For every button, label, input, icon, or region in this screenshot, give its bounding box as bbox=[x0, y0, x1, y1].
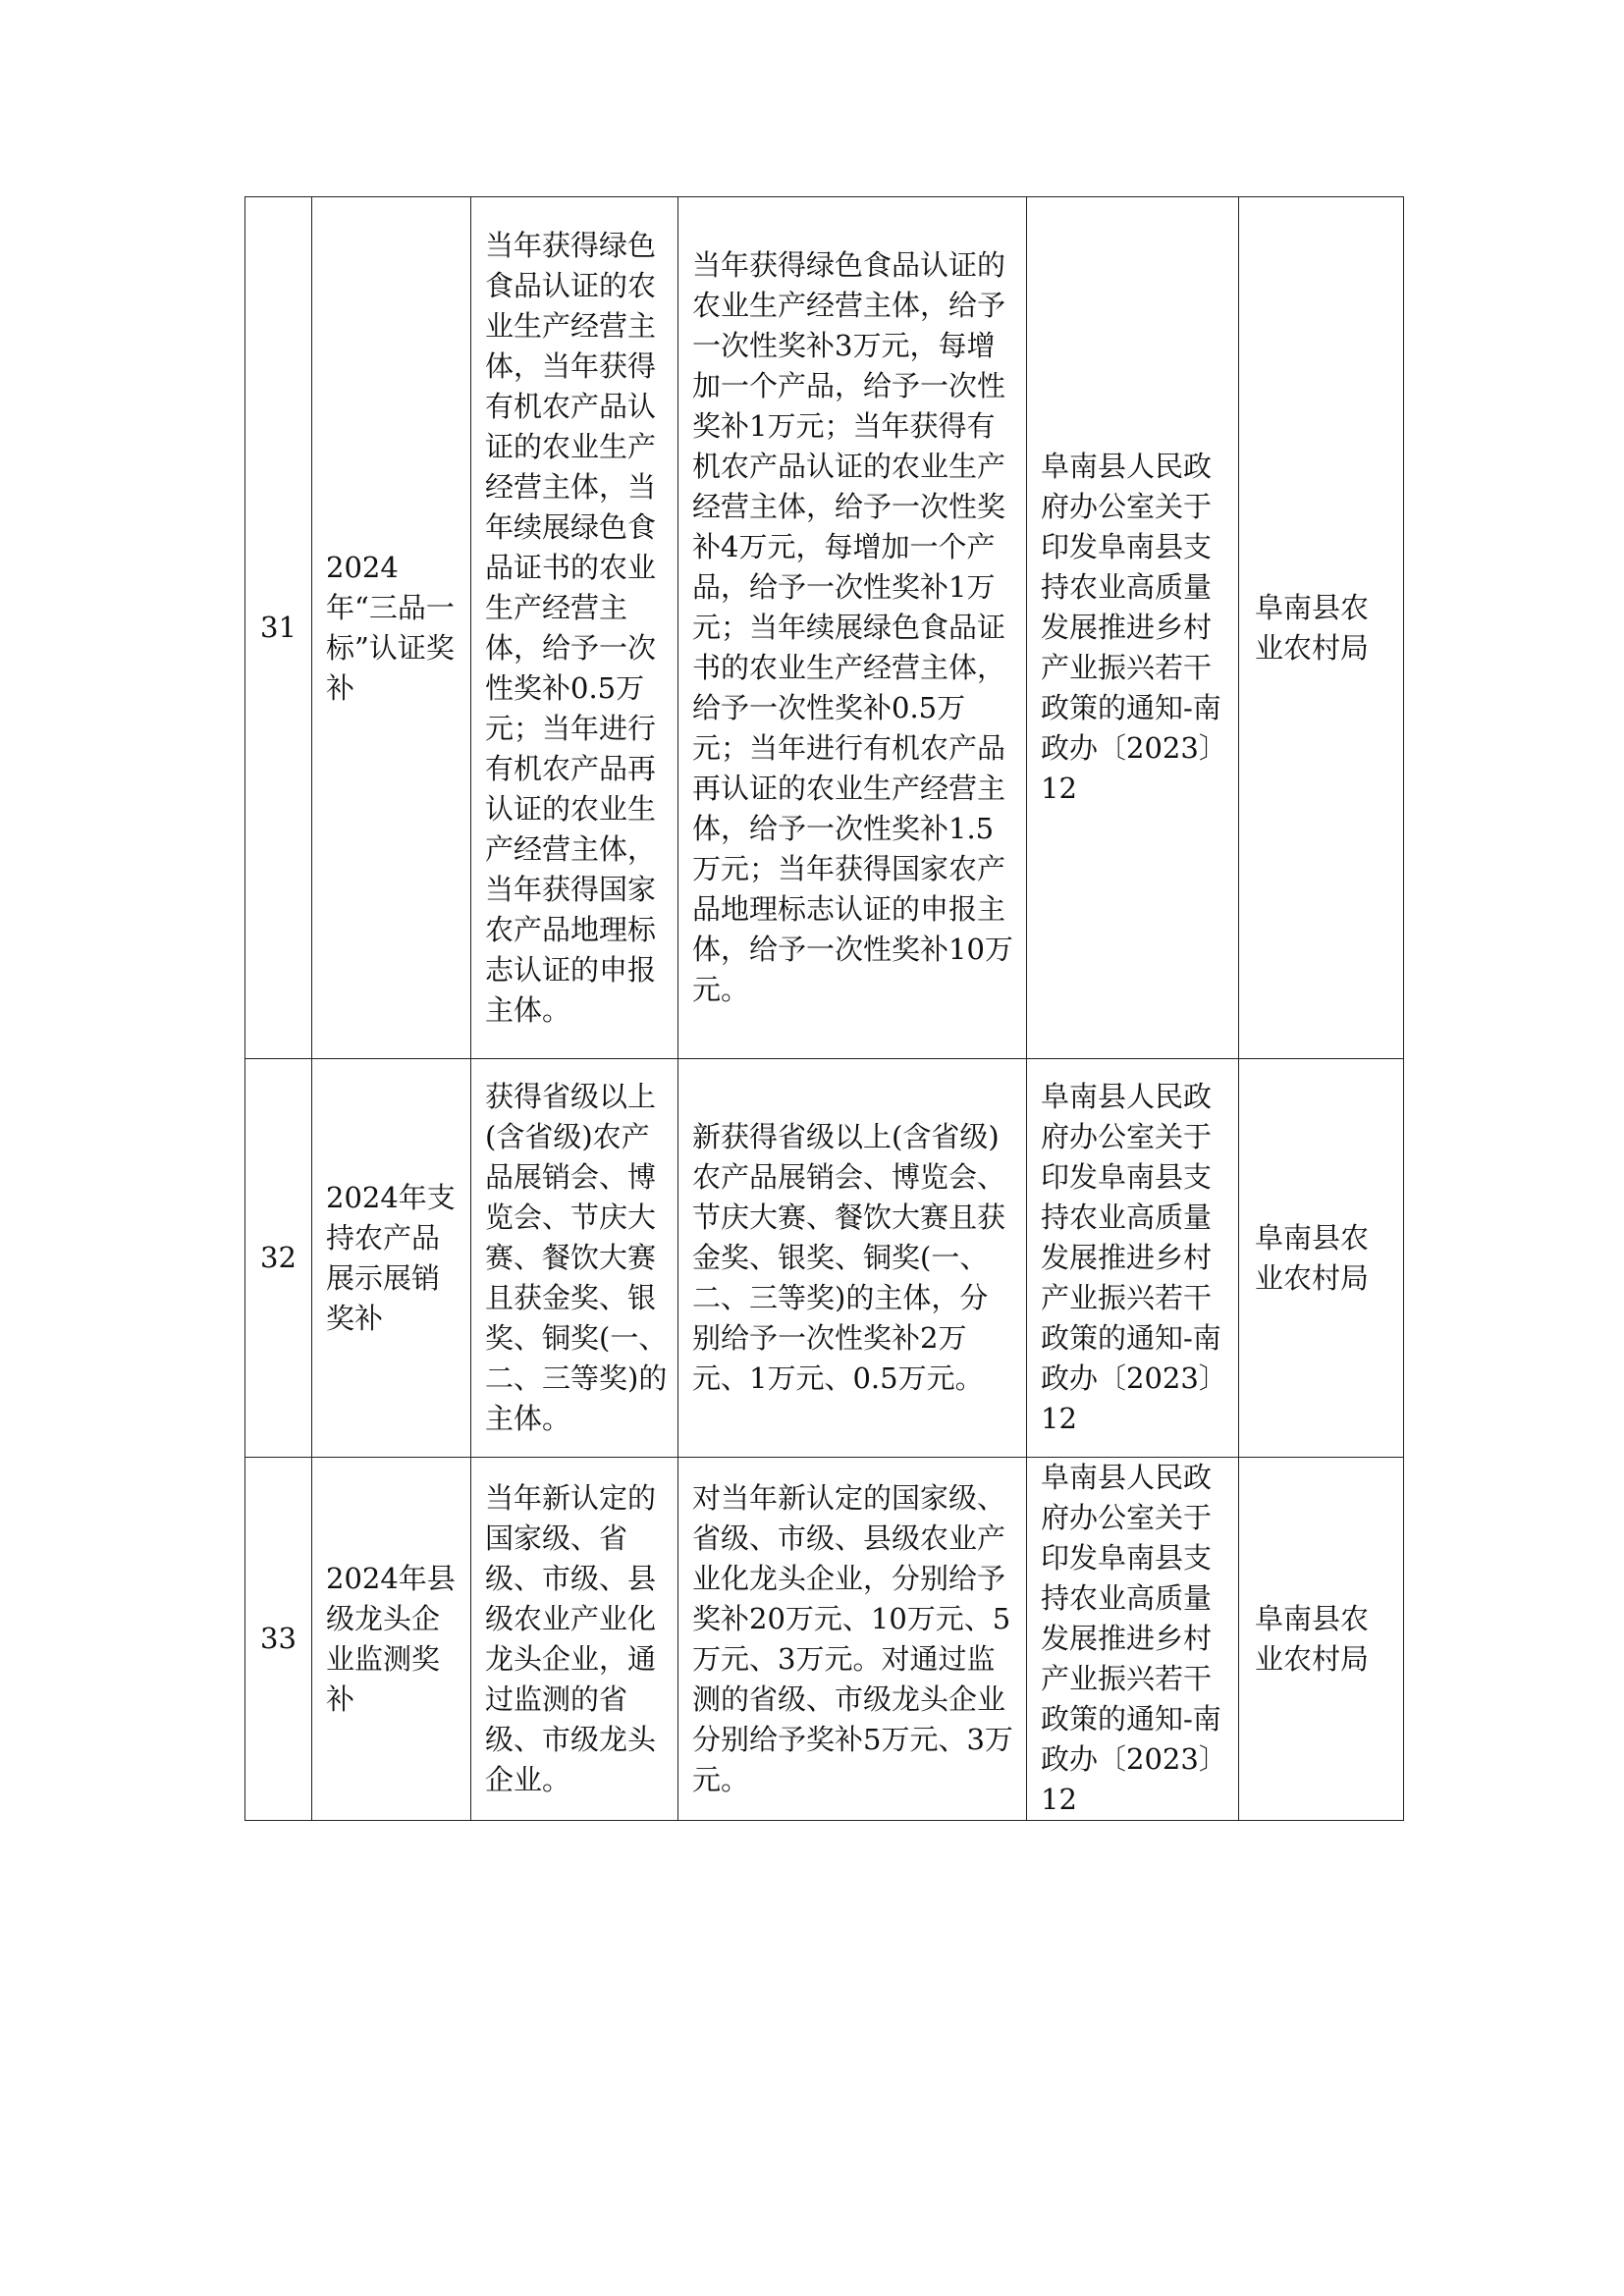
table-row bbox=[245, 197, 1404, 1059]
policy-department: 阜南县农业农村局 bbox=[1239, 1059, 1404, 1458]
policy-name: 2024年县级龙头企业监测奖补 bbox=[312, 1458, 471, 1821]
row-number: 32 bbox=[245, 1059, 312, 1458]
policy-conditions: 获得省级以上(含省级)农产品展销会、博览会、节庆大赛、餐饮大赛且获金奖、银奖、铜奖(一、二、三等奖)的主体。 bbox=[471, 1059, 678, 1458]
row-number: 31 bbox=[245, 197, 312, 1059]
policy-standard: 新获得省级以上(含省级)农产品展销会、博览会、节庆大赛、餐饮大赛且获金奖、银奖、铜奖(一、二、三等奖)的主体，分别给予一次性奖补2万元、1万元、0.5万元。 bbox=[678, 1059, 1027, 1458]
policy-department: 阜南县农业农村局 bbox=[1239, 197, 1404, 1059]
policy-table bbox=[244, 196, 1404, 1821]
policy-basis: 阜南县人民政府办公室关于印发阜南县支持农业高质量发展推进乡村产业振兴若干政策的通知-南政办〔2023〕12 bbox=[1027, 197, 1239, 1059]
table-row bbox=[245, 1059, 1404, 1458]
policy-name: 2024年支持农产品展示展销奖补 bbox=[312, 1059, 471, 1458]
policy-conditions: 当年新认定的国家级、省级、市级、县级农业产业化龙头企业，通过监测的省级、市级龙头企业。 bbox=[471, 1458, 678, 1821]
table-row bbox=[245, 1458, 1404, 1821]
policy-standard: 对当年新认定的国家级、省级、市级、县级农业产业化龙头企业，分别给予奖补20万元、10万元、5万元、3万元。对通过监测的省级、市级龙头企业分别给予奖补5万元、3万元。 bbox=[678, 1458, 1027, 1821]
row-number: 33 bbox=[245, 1458, 312, 1821]
policy-basis: 阜南县人民政府办公室关于印发阜南县支持农业高质量发展推进乡村产业振兴若干政策的通知-南政办〔2023〕12 bbox=[1027, 1458, 1239, 1821]
policy-standard: 当年获得绿色食品认证的农业生产经营主体，给予一次性奖补3万元，每增加一个产品，给予一次性奖补1万元；当年获得有机农产品认证的农业生产经营主体，给予一次性奖补4万元，每增加一个产品，给予一次性奖补1万元；当年续展绿色食品证书的农业生产经营主体，给予一次性奖补0.5万元；当年进行有机农产品再认证的农业生产经营主体，给予一次性奖补1.5万元；当年获得国家农产品地理标志认证的申报主体，给予一次性奖补10万元。 bbox=[678, 197, 1027, 1059]
policy-department: 阜南县农业农村局 bbox=[1239, 1458, 1404, 1821]
policy-name: 2024年“三品一标”认证奖补 bbox=[312, 197, 471, 1059]
policy-conditions: 当年获得绿色食品认证的农业生产经营主体，当年获得有机农产品认证的农业生产经营主体，当年续展绿色食品证书的农业生产经营主体，给予一次性奖补0.5万元；当年进行有机农产品再认证的农业生产经营主体，当年获得国家农产品地理标志认证的申报主体。 bbox=[471, 197, 678, 1059]
policy-basis: 阜南县人民政府办公室关于印发阜南县支持农业高质量发展推进乡村产业振兴若干政策的通知-南政办〔2023〕12 bbox=[1027, 1059, 1239, 1458]
